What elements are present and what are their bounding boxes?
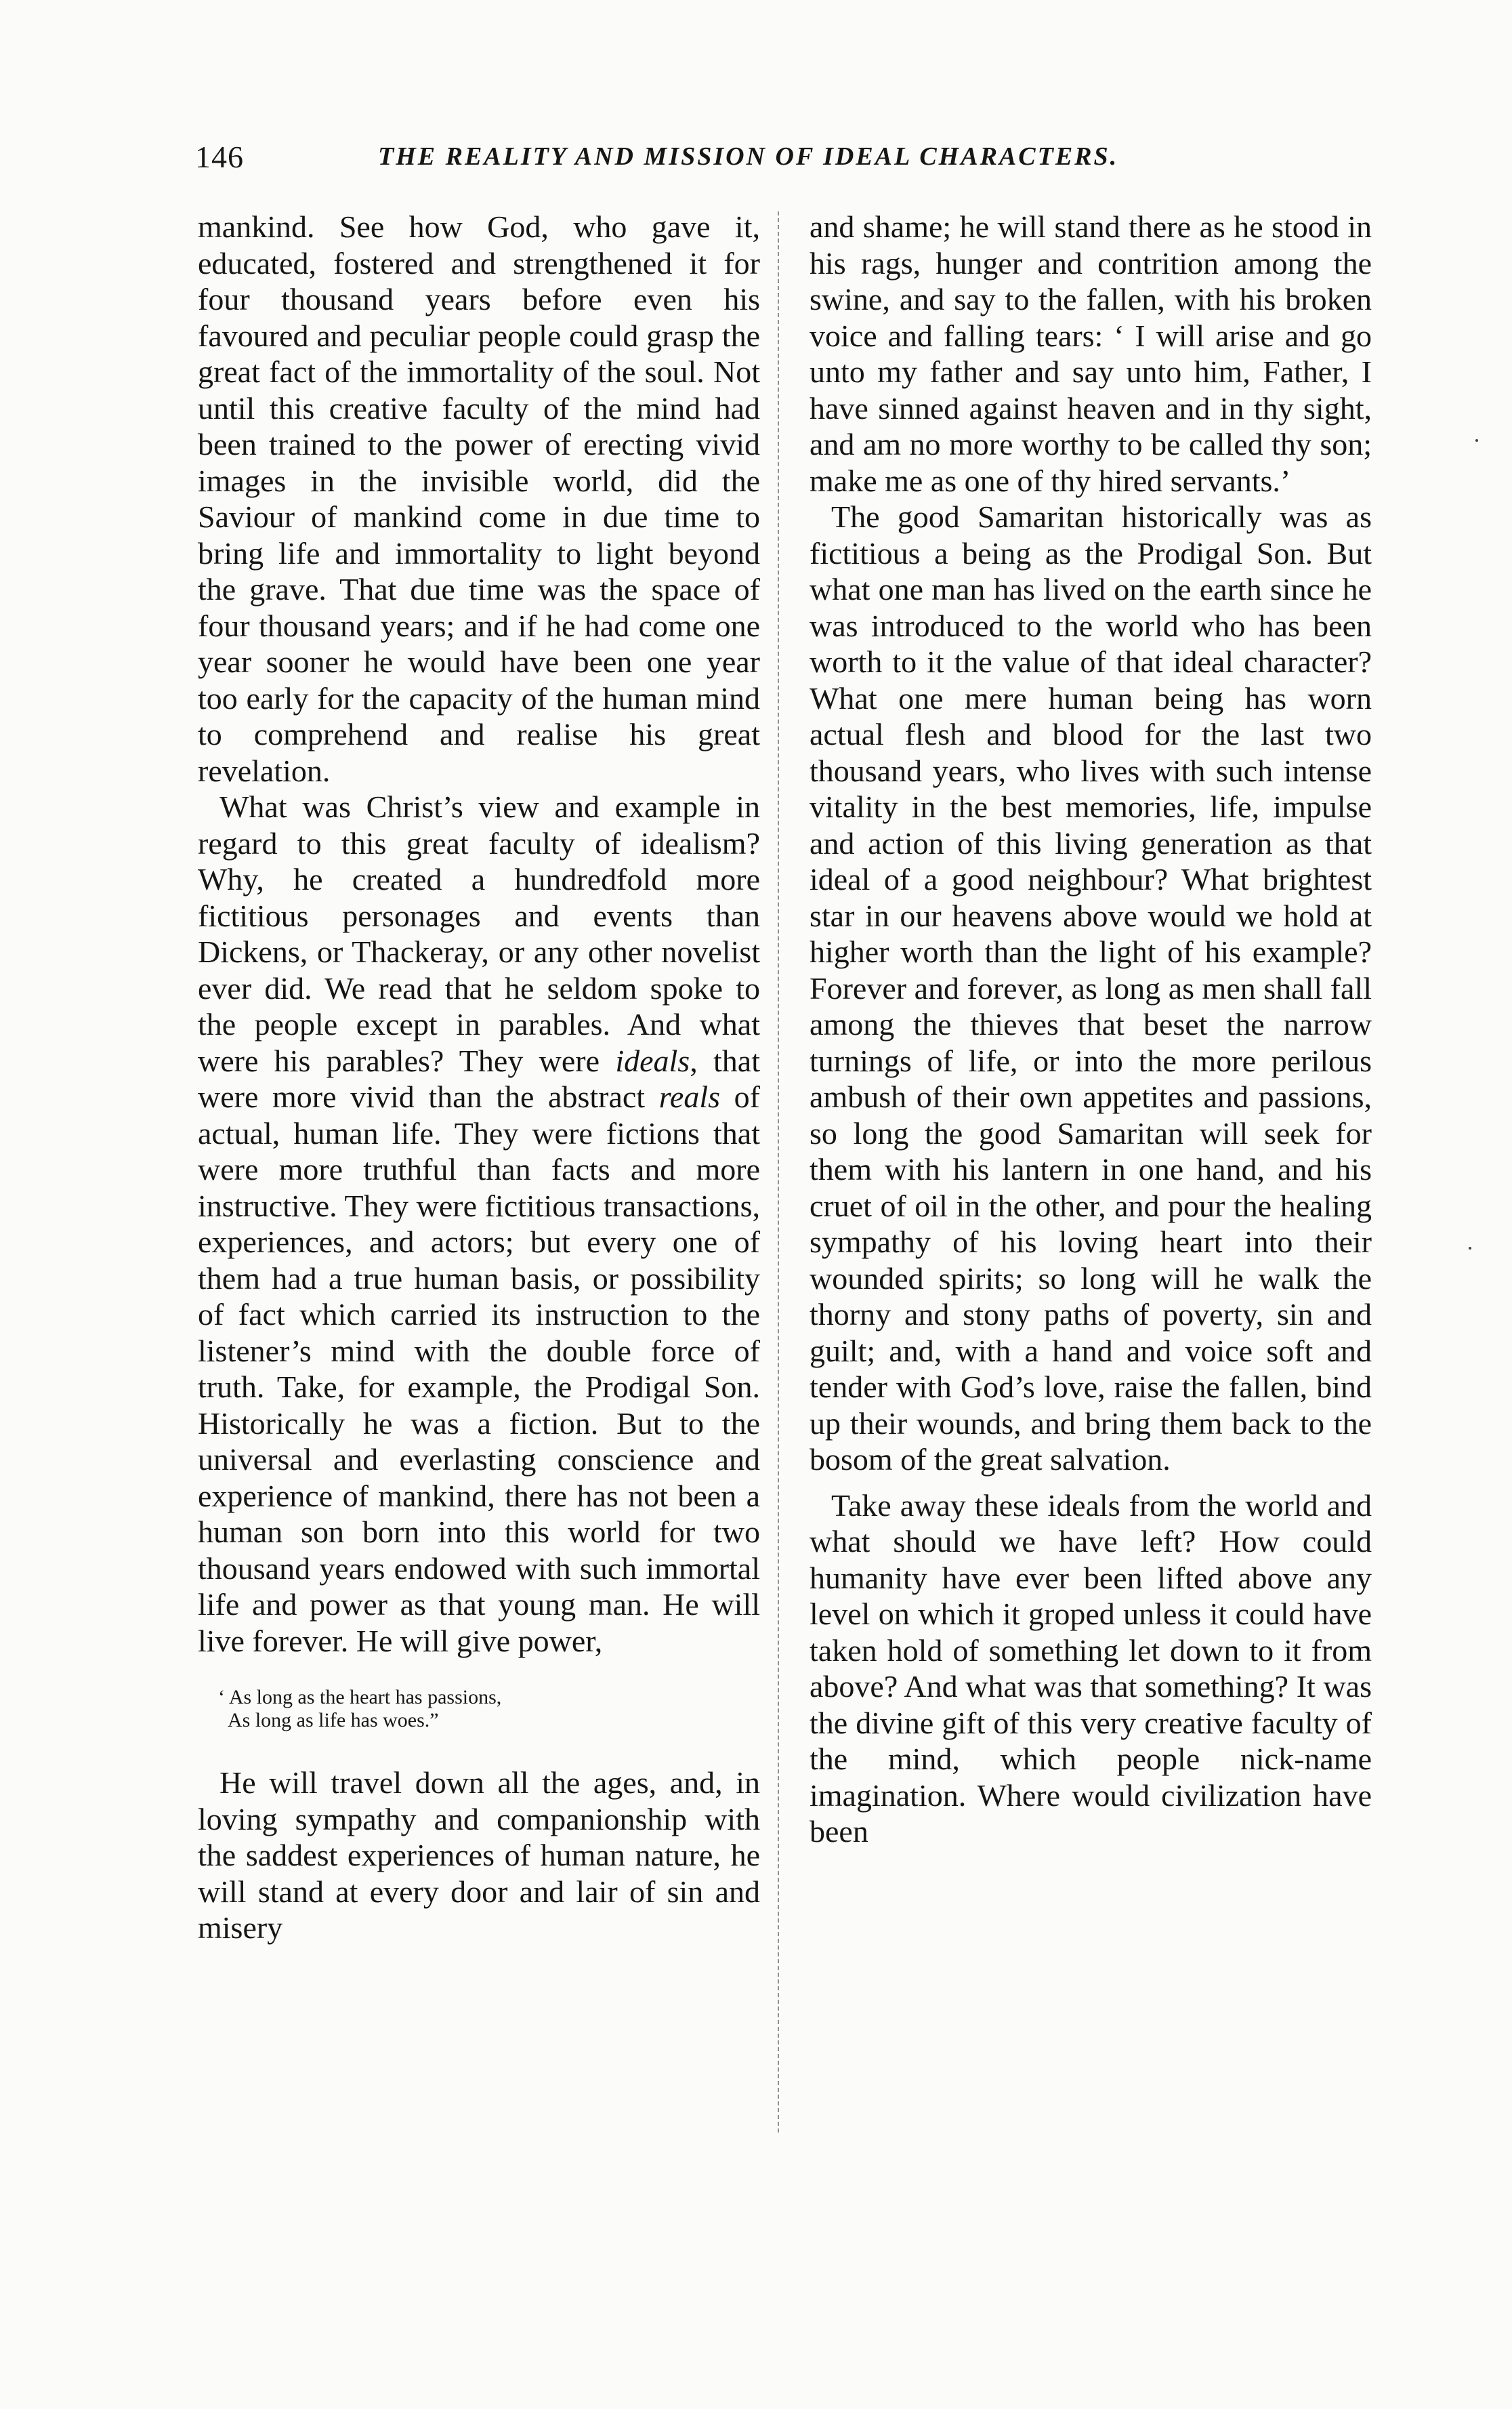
quote-line: As long as life has woes.” [228,1709,439,1731]
quote-line: ‘ As long as the heart has passions, [218,1686,502,1708]
right-column [810,209,1372,1850]
left-column [198,209,760,1946]
paragraph: Take away these ideals from the world and what should we have left? How could humanity have ever been lifted above any level on which it groped unless it could have taken hold of something let down to it from above? And what was that something? It was the divine gift of this very creative faculty of the mind, which people nick-name imagination. Where would civilization have been [810,1487,1372,1849]
text-run: What was Christ’s view and example in regard to this great faculty of idealism? Why, he created a hundredfold more fictitious personages and events than Dickens, or Thackeray, or any other novelist ever did. We read that he seldom spoke to the people except in parables. And what were his parables? They were [198,789,760,1078]
paragraph: and shame; he will stand there as he stood in his rags, hunger and contrition among the swine, and say to the fallen, with his broken voice and falling tears: ‘ I will arise and go unto my father and say unto him, Father, I have sinned against heaven and in thy sight, and am no more worthy to be called thy son; make me as one of thy hired servants.’ [810,209,1372,498]
paragraph: mankind. See how God, who gave it, educated, fostered and strengthened it for four thousand years before even his favoured and peculiar people could grasp the great fact of the immortality of the soul. Not until this creative faculty of the mind had been trained to the power of erecting vivid images in the invisible world, did the Saviour of mankind come in due time to bring life and immortality to light beyond the grave. That due time was the space of four thousand years; and if he had come one year sooner he would have been one year too early for the capacity of the human mind to comprehend and realise his great revelation. [198,209,760,788]
running-title: THE REALITY AND MISSION OF IDEAL CHARACTERS. [378,142,1119,171]
text-run: of actual, human life. They were fictions that were more truthful than facts and more instructive. They were fictitious transactions, experiences, and actors; but every one of them had a true human basis, or possibility of fact which carried its instruction to the listener’s mind with the double force of truth. Take, for example, the Prodigal Son. Historically he was a fiction. But to the universal and everlasting conscience and experience of mankind, there has not been a human son born into this world for two thousand years endowed with such immortal life and power as that young man. He will live forever. He will give power, [198,1079,760,1658]
running-head [195,139,1374,180]
paper-speck [1469,1247,1471,1250]
paragraph [198,789,760,1659]
italic-word: reals [658,1079,721,1114]
column-divider [778,211,779,2133]
text-run: , that were more vivid than the abstract [198,1043,761,1114]
verse-quote [218,1686,760,1732]
page-number: 146 [195,140,244,174]
paper-speck [1475,439,1478,442]
paragraph: The good Samaritan historically was as fictitious a being as the Prodigal Son. But what one man has lived on the earth since he was introduced to the world who has been worth to it the value of that ideal character? What one mere human being has worn actual flesh and blood for the last two thousand years, who lives with such intense vitality in the best memories, life, impulse and action of this living generation as that ideal of a good neighbour? What brightest star in our heavens above would we hold at higher worth than the light of his example? Forever and forever, as long as men shall fall among the thieves that beset the narrow turnings of life, or into the more perilous ambush of their own appetites and passions, so long the good Samaritan will seek for them with his lantern in one hand, and his cruet of oil in the other, and pour the healing sympathy of his loving heart into their wounded spirits; so long will he walk the thorny and stony paths of poverty, sin and guilt; and, with a hand and voice soft and tender with God’s love, raise the fallen, bind up their wounds, and bring them back to the bosom of the great salvation. [810,499,1372,1477]
italic-word: ideals [615,1043,690,1078]
paragraph: He will travel down all the ages, and, in loving sympathy and companionship with the saddest experiences of human nature, he will stand at every door and lair of sin and misery [198,1765,760,1945]
